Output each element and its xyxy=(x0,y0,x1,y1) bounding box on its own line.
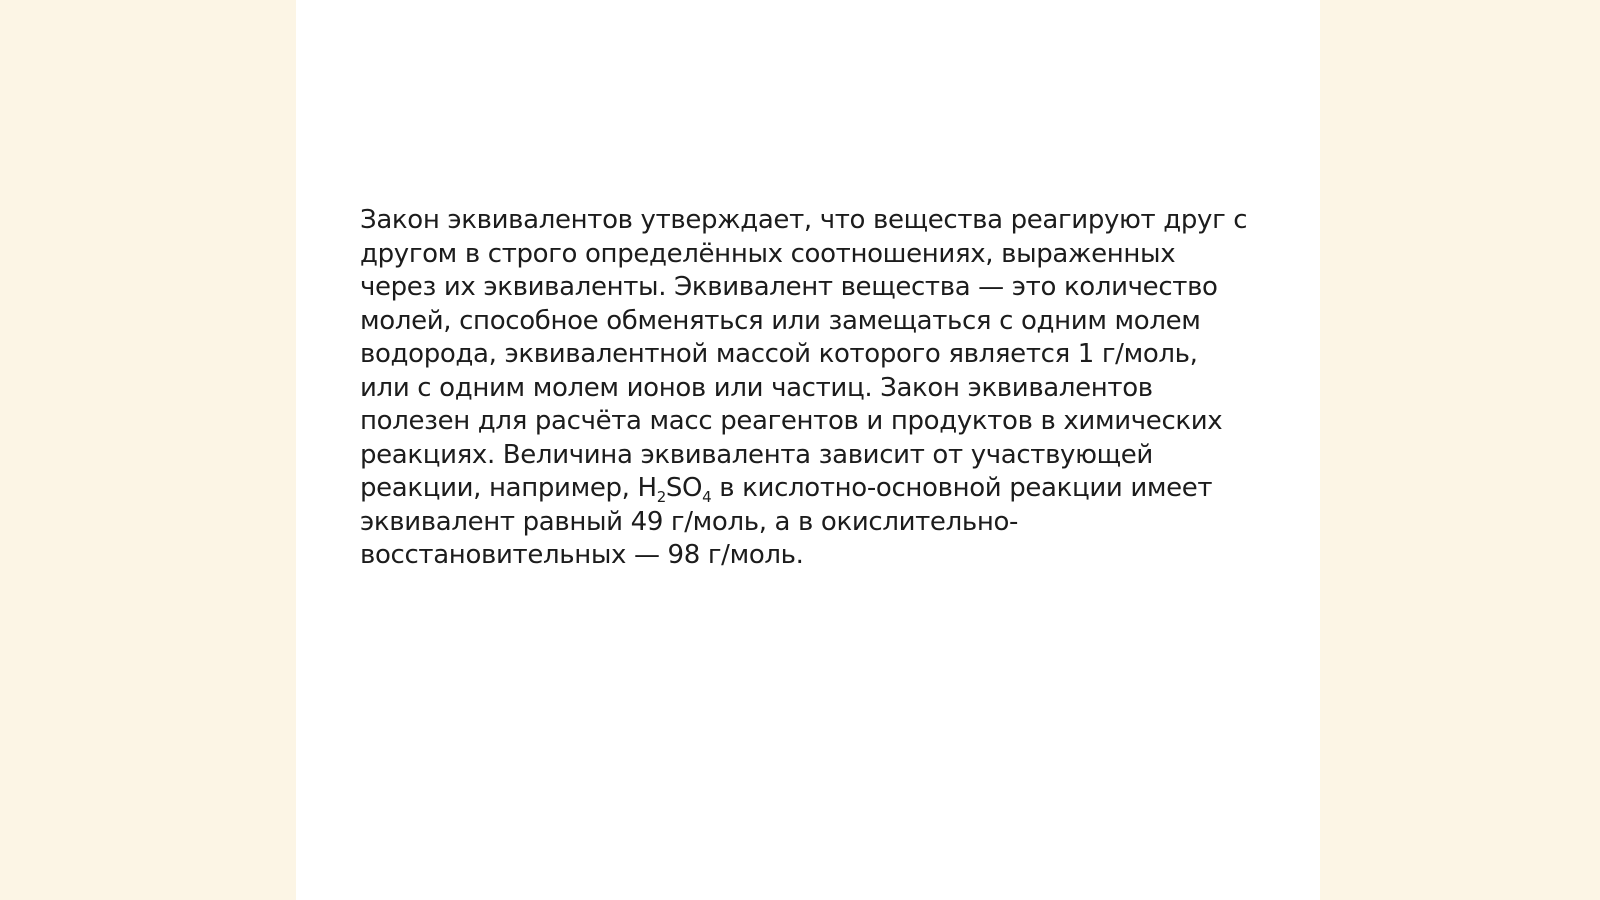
paragraph-line: восстановительных — 98 г/моль. xyxy=(360,540,804,570)
formula-text-so: SO xyxy=(665,473,703,503)
paragraph-line: полезен для расчёта масс реагентов и продуктов в химических xyxy=(360,406,1223,436)
paragraph-line: реакциях. Величина эквивалента зависит от участвующей xyxy=(360,439,1153,470)
paragraph-line-formula xyxy=(360,472,1260,506)
paragraph-line: другом в строго определённых соотношениях, выраженных xyxy=(360,238,1176,269)
body-paragraph xyxy=(360,204,1260,573)
paragraph-line: водорода, эквивалентной массой которого является 1 г/моль, xyxy=(360,339,1198,369)
paragraph-line: молей, способное обменяться или замещаться с одним молем xyxy=(360,305,1201,336)
formula-subscript-4: 4 xyxy=(702,488,712,506)
formula-text-after: в кислотно-основной реакции имеет xyxy=(711,473,1213,503)
paragraph-line: эквивалент равный 49 г/моль, а в окислительно- xyxy=(360,506,1019,537)
formula-subscript-2: 2 xyxy=(656,488,666,506)
formula-text-before: реакции, например, H xyxy=(360,473,657,503)
paragraph-line: или с одним молем ионов или частиц. Закон эквивалентов xyxy=(360,372,1153,403)
paragraph-line: Закон эквивалентов утверждает, что вещества реагируют друг с xyxy=(360,205,1248,235)
document-page xyxy=(296,0,1320,900)
paragraph-line: через их эквиваленты. Эквивалент вещества — это количество xyxy=(360,272,1218,302)
